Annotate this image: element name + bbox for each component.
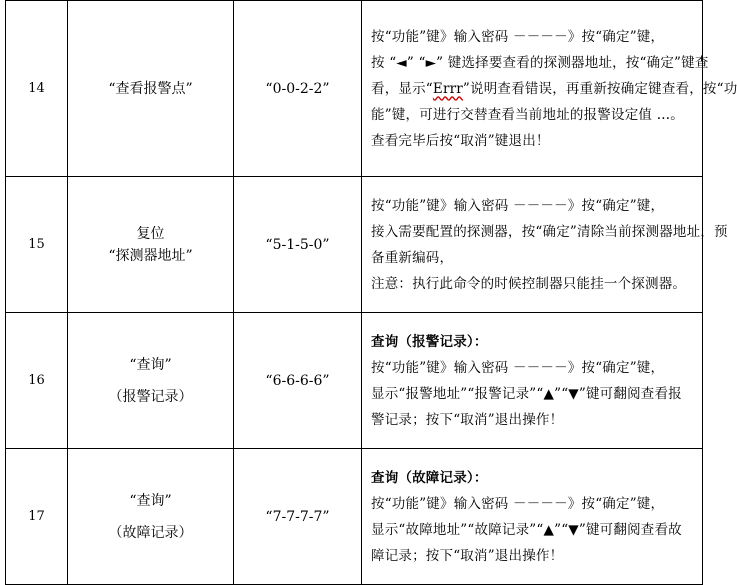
command-name-line: “查询” [129,356,172,373]
command-name-line: “查询” [129,492,172,509]
description-line: 显示“报警地址”“报警记录”“▲”“▼”键可翻阅查看报 [371,385,682,402]
table-row [6,177,703,313]
command-description [362,449,703,585]
description-heading: 查询（报警记录）： [371,333,488,350]
command-name-line: （报警记录） [108,388,193,405]
description-line: 障记录；按下“取消”退出操作！ [371,547,564,564]
command-name-line: 复位 [136,225,165,242]
command-description [362,313,703,449]
description-line: 显示“故障地址”“故障记录”“▲”“▼”键可翻阅查看故 [371,521,682,538]
description-line: 接入需要配置的探测器，按“确定”清除当前探测器地址，预 [371,223,728,240]
description-line: 备重新编码， [371,249,454,266]
table-row [6,1,703,177]
command-table [5,0,737,585]
command-code: “0-0-2-2” [234,1,362,177]
description-line: 按“功能”键》输入密码 －－－－》按“确定”键， [371,359,665,376]
row-number: 16 [6,313,68,449]
command-name-line: （故障记录） [108,524,193,541]
description-line: 能”键，可进行交替查看当前地址的报警设定值 …。 [371,106,684,123]
description-heading: 查询（故障记录）： [371,469,488,486]
command-name [68,177,234,313]
table-row [6,313,703,449]
description-line: 看，显示“Errr”说明查看错误，再重新按确定键查看，按“功 [371,80,737,97]
row-number: 15 [6,177,68,313]
command-code: “7-7-7-7” [234,449,362,585]
command-code: “6-6-6-6” [234,313,362,449]
command-name [68,313,234,449]
command-description [362,1,737,177]
table-row [6,449,703,585]
description-line: 按“功能”键》输入密码 －－－－》按“确定”键， [371,495,665,512]
description-line: 按“功能”键》输入密码 －－－－》按“确定”键， [371,28,665,45]
command-name-line: “探测器地址” [108,247,193,264]
command-name [68,449,234,585]
command-code: “5-1-5-0” [234,177,362,313]
command-description [362,177,728,313]
description-line: 按“功能”键》输入密码 －－－－》按“确定”键， [371,197,665,214]
command-name-line: “查看报警点” [108,80,193,97]
description-line: 注意：执行此命令的时候控制器只能挂一个探测器。 [371,275,687,292]
row-number: 14 [6,1,68,177]
description-line: 查看完毕后按“取消”键退出！ [371,132,550,149]
description-line: 警记录；按下“取消”退出操作！ [371,411,564,428]
description-line: 按 “◄” “►” 键选择要查看的探测器地址，按“确定”键查 [371,54,709,71]
error-code-text: Errr [432,80,463,97]
row-number: 17 [6,449,68,585]
command-name [68,1,234,177]
